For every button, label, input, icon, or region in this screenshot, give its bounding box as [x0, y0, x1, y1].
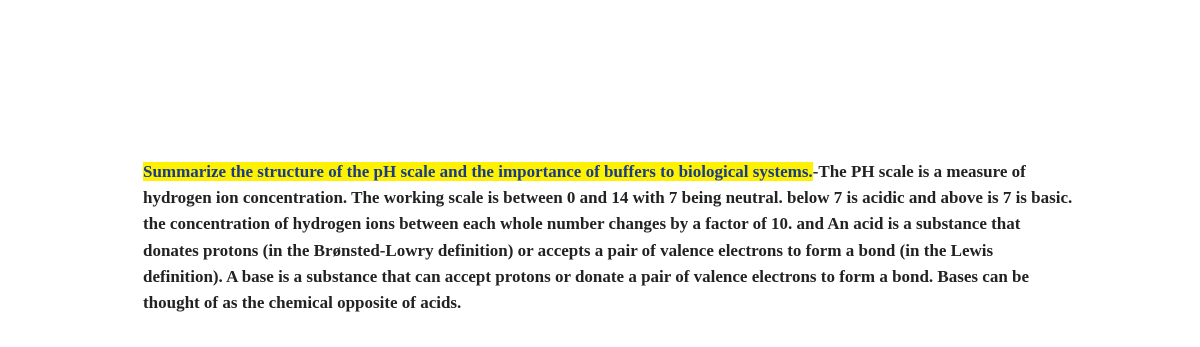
answer-paragraph	[143, 159, 1073, 316]
highlighted-question: Summarize the structure of the pH scale and the importance of buffers to biological systems.	[143, 162, 813, 181]
answer-text: -The PH scale is a measure of hydrogen ion concentration. The working scale is between 0 and 14 with 7 being neutral. below 7 is acidic and above is 7 is basic. the concentration of hydrogen ions between each whole number changes by a factor of 10. and An acid is a substance that donates protons (in the Brønsted-Lowry definition) or accepts a pair of valence electrons to form a bond (in the Lewis definition). A base is a substance that can accept protons or donate a pair of valence electrons to form a bond. Bases can be thought of as the chemical opposite of acids.	[143, 162, 1073, 313]
